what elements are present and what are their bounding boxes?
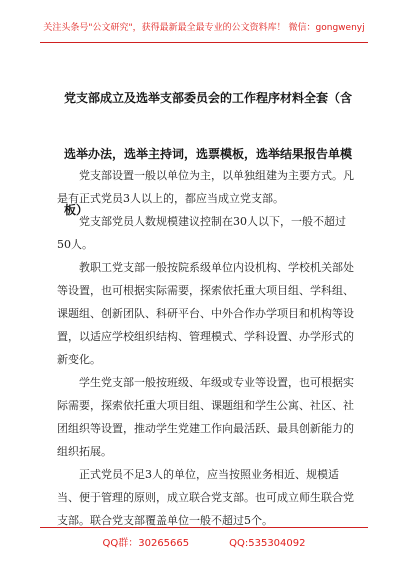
- footer-divider: [40, 527, 368, 528]
- paragraph-3: 教职工党支部一般按院系级单位内设机构、学校机关部处等设置，也可根据实际需要，探索依托重大项目组、学科组、课题组、创新团队、科研平台、中外合作办学项目和机构等设置，以适应学校组织结构、管理模式、学科设置、办学形式的新变化。: [57, 261, 354, 366]
- qq-number: QQ:535304092: [229, 538, 306, 549]
- paragraph-1: 党支部设置一般以单位为主，以单独组建为主要方式。凡是有正式党员3人以上的，都应当成立党支部。: [57, 169, 354, 205]
- qq-group-number: QQ群：30265665: [102, 538, 190, 549]
- header-promo-note: 关注头条号"公文研究"，获得最新最全最专业的公文资料库！ 微信：gongwenyj: [43, 23, 365, 33]
- paragraph-4: 学生党支部一般按班级、年级或专业等设置，也可根据实际需要，探索依托重大项目组、课题组和学生公寓、社区、社团组织等设置，推动学生党建工作向最活跃、最具创新能力的组织拓展。: [57, 376, 354, 458]
- header-divider: [40, 42, 368, 43]
- paragraph-5: 正式党员不足3人的单位，应当按照业务相近、规模适当、便于管理的原则，成立联合党支部。也可成立师生联合党支部。联合党支部覆盖单位一般不超过5个。: [57, 468, 354, 527]
- footer-contact: [0, 534, 408, 549]
- document-title: 党支部成立及选举支部委员会的工作程序材料全套（含选举办法，选举主持词，选票模板，选举结果报告单模板）: [64, 91, 353, 217]
- paragraph-2: 党支部党员人数规模建议控制在30人以下，一般不超过50人。: [57, 215, 346, 251]
- document-body: [57, 164, 357, 532]
